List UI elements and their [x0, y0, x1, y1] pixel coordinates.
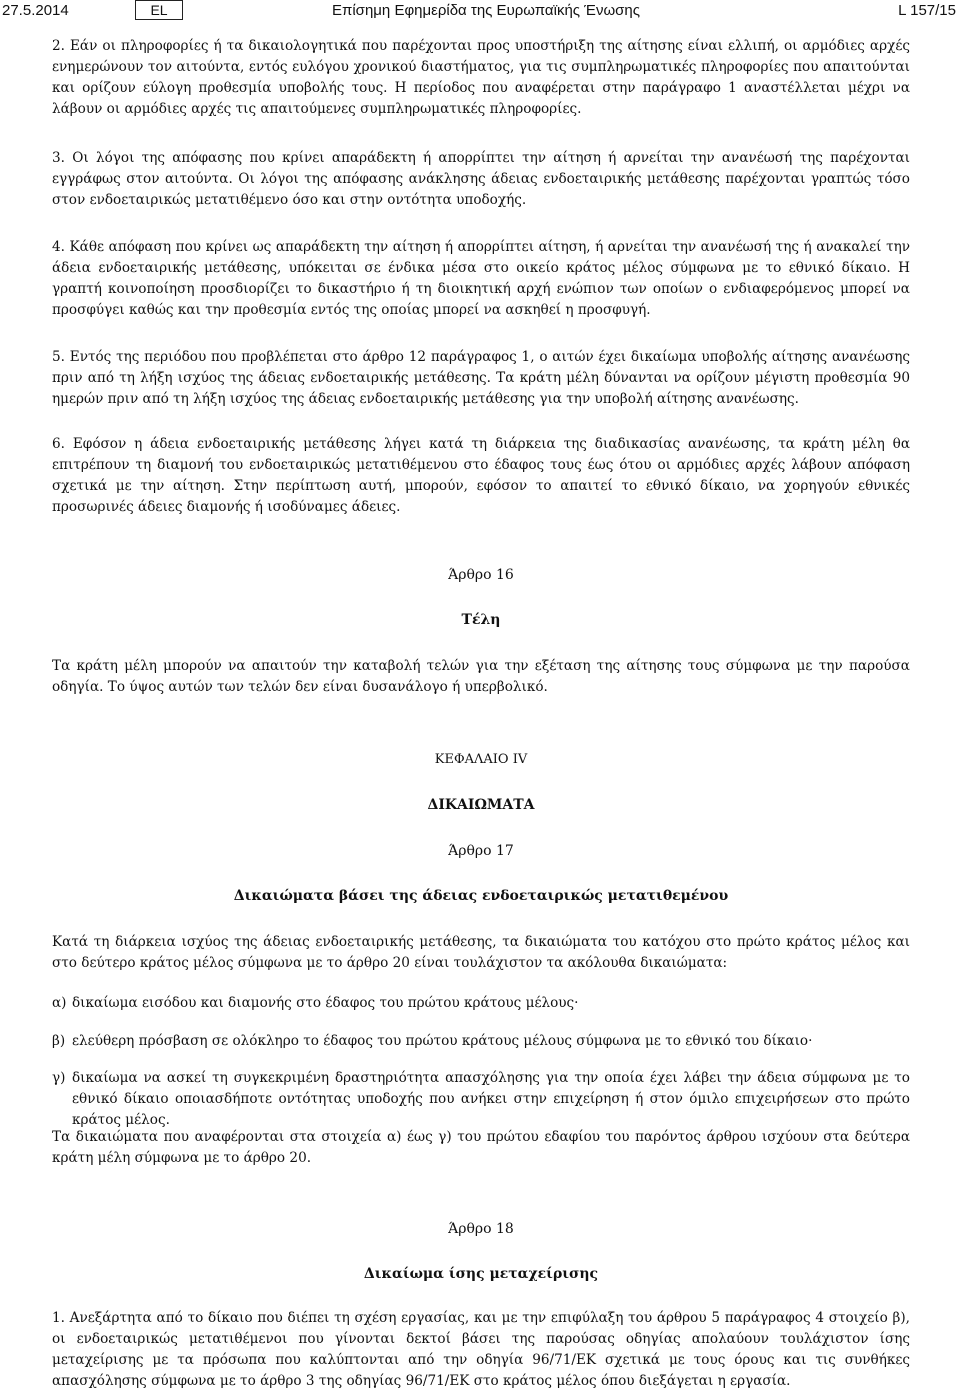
- article-18-heading: Άρθρο 18: [448, 1221, 514, 1237]
- list-item: [52, 1031, 910, 1052]
- list-item-label: γ): [52, 1070, 66, 1086]
- article-17-intro: Κατά τη διάρκεια ισχύος της άδειας ενδοεταιρικής μετάθεσης, τα δικαιώματα του κατόχου στο πρώτο κράτος μέλος και στο δεύτερο κράτος μέλος σύμφωνα με το άρθρο 20 είναι τουλάχιστον τα ακόλουθα δικαιώματα:: [52, 934, 910, 971]
- publication-date: 27.5.2014: [2, 2, 69, 19]
- article-16-text: Τα κράτη μέλη μπορούν να απαιτούν την καταβολή τελών για την εξέταση της αίτησης τους σύμφωνα με την παρούσα οδηγία. Το ύψος αυτών των τελών δεν είναι δυσανάλογο ή υπερβολικό.: [52, 658, 910, 695]
- list-item-text: δικαίωμα να ασκεί τη συγκεκριμένη δραστηριότητα απασχόλησης για την οποία έχει λάβει την άδεια σύμφωνα με το εθνικό δίκαιο οποιασδήποτε οντότητας υποδοχής που ανήκει στην επιχείρηση ή στον όμιλο επιχειρήσεων στο πρώτο κράτος μέλος.: [72, 1070, 910, 1128]
- paragraph-5: 5. Εντός της περιόδου που προβλέπεται στο άρθρο 12 παράγραφος 1, ο αιτών έχει δικαίωμα υποβολής αίτησης ανανέωσης πριν από τη λήξη ισχύος της άδειας ενδοεταιρικής μετάθεσης. Τα κράτη μέλη δύνανται να ορίζουν μέγιστη προθεσμία 90 ημερών πριν από τη λήξη ισχύος της άδειας ενδοεταιρικής μετάθεσης για την υποβολή αίτησης ανανέωσης.: [52, 349, 910, 407]
- paragraph-2: 2. Εάν οι πληροφορίες ή τα δικαιολογητικά που παρέχονται προς υποστήριξη της αίτησης είναι ελλιπή, οι αρμόδιες αρχές ενημερώνουν τον αιτούντα, εντός ευλόγου χρονικού διαστήματος, για τις συμπληρωματικές πληροφορίες που απαιτούνται και ορίζουν εύλογη προθεσμία υποβολής τους. Η περίοδος που αναφέρεται στην παράγραφο 1 αναστέλλεται μέχρι να λάβουν οι αρμόδιες αρχές τις απαιτούμενες συμπληρωματικές πληροφορίες.: [52, 38, 910, 117]
- article-16-title: Τέλη: [461, 612, 501, 628]
- page-header: [0, 0, 960, 24]
- article-17-outro: Τα δικαιώματα που αναφέρονται στα στοιχεία α) έως γ) του πρώτου εδαφίου του παρόντος άρθρου ισχύουν στα δεύτερα κράτη μέλη σύμφωνα με το άρθρο 20.: [52, 1129, 910, 1166]
- paragraph-6: 6. Εφόσον η άδεια ενδοεταιρικής μετάθεσης λήγει κατά τη διάρκεια της διαδικασίας ανανέωσης, τα κράτη μέλη θα επιτρέπουν τη διαμονή του ενδοεταιρικώς μετατιθέμενου στο έδαφος τους έως ότου οι αρμόδιες αρχές λάβουν απόφαση σχετικά με την αίτηση. Στην περίπτωση αυτή, μπορούν, εφόσον το απαιτεί το εθνικό δίκαιο, να χορηγούν εθνικές προσωρινές άδειες διαμονής ή ισοδύναμες άδειες.: [52, 436, 910, 515]
- list-item-text: δικαίωμα εισόδου και διαμονής στο έδαφος του πρώτου κράτους μέλους·: [72, 995, 579, 1011]
- article-18-title: Δικαίωμα ίσης μεταχείρισης: [363, 1266, 599, 1282]
- paragraph-3: 3. Οι λόγοι της απόφασης που κρίνει απαράδεκτη ή απορρίπτει την αίτηση ή αρνείται την ανανέωσή της παρέχονται εγγράφως στον αιτούντα. Οι λόγοι της απόφασης ανάκλησης άδειας ενδοεταιρικής μετάθεσης παρέχονται γραπτώς τόσο στον ενδοεταιρικώς μετατιθέμενο όσο και στην οντότητα υποδοχής.: [52, 150, 910, 208]
- article-17-heading: Άρθρο 17: [448, 843, 514, 859]
- journal-title: Επίσημη Εφημερίδα της Ευρωπαϊκής Ένωσης: [332, 2, 640, 19]
- article-16-heading: Άρθρο 16: [448, 567, 514, 583]
- paragraph-4: 4. Κάθε απόφαση που κρίνει ως απαράδεκτη την αίτηση ή απορρίπτει αίτηση, ή αρνείται την ανανέωσή της ή ανακαλεί την άδεια ενδοεταιρικής μετάθεσης, υπόκειται σε ένδικα μέσα στο οικείο κράτος μέλος σύμφωνα με το εθνικό δίκαιο. Η γραπτή κοινοποίηση προσδιορίζει το δικαστήριο ή τη διοικητική αρχή ενώπιον των οποίων ο ενδιαφερόμενος μπορεί να προσφύγει καθώς και την προθεσμία εντός της οποίας μπορεί να ασκηθεί η προσφυγή.: [52, 239, 910, 318]
- list-item-label: β): [52, 1033, 66, 1049]
- list-item-label: α): [52, 995, 67, 1011]
- page-reference: L 157/15: [898, 2, 956, 19]
- list-item: [52, 993, 910, 1014]
- chapter-heading: ΚΕΦΑΛΑΙΟ IV: [434, 752, 528, 767]
- list-item: [52, 1068, 910, 1131]
- chapter-title: ΔΙΚΑΙΩΜΑΤΑ: [427, 797, 535, 813]
- article-17-title: Δικαιώματα βάσει της άδειας ενδοεταιρικώς μετατιθεμένου: [233, 888, 729, 904]
- language-code-box: EL: [135, 0, 183, 20]
- list-item-text: ελεύθερη πρόσβαση σε ολόκληρο το έδαφος του πρώτου κράτους μέλους σύμφωνα με το εθνικό του δίκαιο·: [72, 1033, 813, 1049]
- article-18-paragraph-1: 1. Ανεξάρτητα από το δίκαιο που διέπει τη σχέση εργασίας, και με την επιφύλαξη του άρθρου 5 παράγραφος 4 στοιχείο β), οι ενδοεταιρικώς μετατιθέμενοι που γίνονται δεκτοί βάσει της παρούσας οδηγίας απολαύουν τουλάχιστον ίσης μεταχείρισης με τα πρόσωπα που καλύπτονται από την οδηγία 96/71/ΕΚ σχετικά με τους όρους και τις συνθήκες απασχόλησης σύμφωνα με το άρθρο 3 της οδηγίας 96/71/ΕΚ στο κράτος μέλος όπου διεξάγεται η εργασία.: [52, 1310, 910, 1389]
